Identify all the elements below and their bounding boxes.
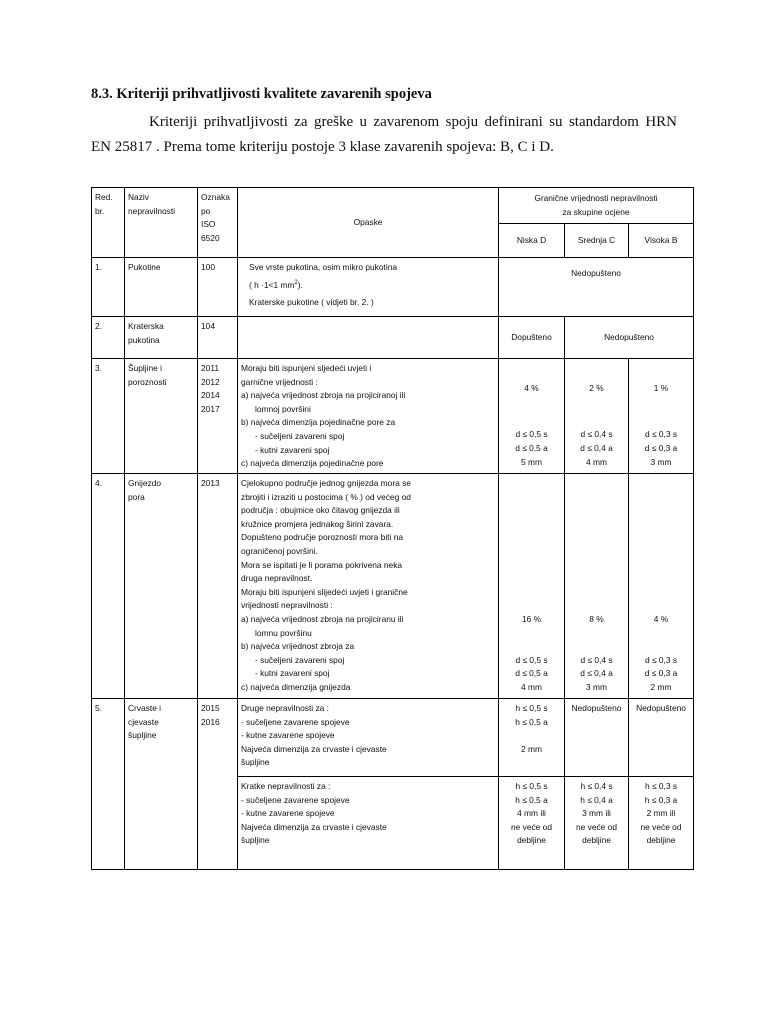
remark-line: ( h ·1<1 $mm^2$).: [249, 279, 303, 290]
limit-percent: 2 %: [589, 382, 604, 393]
header-oznaka: Oznaka po ISO 6520: [198, 188, 238, 258]
header-red-br: Red. br.: [92, 188, 125, 258]
iso-code: 2011 2012 2014 2017: [198, 359, 238, 474]
row-number: 5.: [92, 699, 125, 870]
remarks: Cjelokupno područje jednog gnijezda mora se zbrojiti i izraziti u postocima ( % ) od većeg od područja : obujmice oko čitavog gnijezda ili kružnice promjera jednakog širini zavara. Dopušteno područje poroznosti mora biti na ograničenoj površini. Mora se ispitati je li porama pokrivena neka druga nepravilnost. Moraju biti ispunjeni slijedeći uvjeti i granične vrijednosti nepravilnosti : a) najveća vrijednost zbroja na projiciranu ili lomnu površinu b) najveća vrijednost zbroja za - sučeljeni zavareni spoj - kutni zavareni spoj c) najveća dimenzija gnijezda: [238, 474, 499, 699]
header-visoka-b: Visoka B: [629, 224, 694, 258]
header-niska-d: Niska D: [499, 224, 565, 258]
intro-line-2: EN 25817 . Prema tome kriteriju postoje 3 klase zavarenih spojeva: B, C i D.: [91, 139, 554, 155]
limit-percent: 8 %: [589, 614, 604, 624]
defect-name: Pukotine: [125, 258, 198, 317]
remarks: [238, 258, 499, 317]
intro-line-1: Kriteriji prihvatljivosti za greške u zavarenom spoju definirani su standardom HRN: [149, 114, 677, 130]
limit-visoka-b: [629, 474, 694, 699]
iso-code: 104: [198, 317, 238, 359]
table-row: [92, 474, 694, 699]
table-row: [92, 258, 694, 317]
defect-name: Gnijezdo pora: [125, 474, 198, 699]
remarks: Moraju biti ispunjeni sljedeći uvjeti i garnične vrijednosti : a) najveća vrijednost zbroja na projiciranoj ili lomnoj površini b) najveća dimenzija pojedinačne pore za - sučeljeni zavareni spoj - kutni zavareni spoj c) najveća dimenzija pojedinačne pore: [238, 359, 499, 474]
defect-name: Crvaste i cjevaste šupljine: [125, 699, 198, 870]
iso-code: 100: [198, 258, 238, 317]
limit-percent: 1 %: [653, 382, 669, 393]
iso-code: 2015 2016: [198, 699, 238, 870]
row-number: 3.: [92, 359, 125, 474]
limit-values: d ≤ 0,3 s d ≤ 0,3 a 3 mm: [644, 429, 678, 467]
limit-srednja-c: Nedopušteno: [565, 699, 629, 777]
limit-niska-d: h ≤ 0,5 s h ≤ 0,5 a 4 mm ili ne veće od debljine: [499, 777, 565, 870]
limit-srednja-c: [565, 359, 629, 474]
limit-niska-d: h ≤ 0,5 s h ≤ 0,5 a 2 mm: [499, 699, 565, 777]
remark-line: Sve vrste pukotina, osim mikro pukotina: [249, 262, 398, 272]
remark-line: Kraterske pukotine ( vidjeti br. 2. ): [249, 297, 374, 308]
defect-name: Šupljine i poroznosti: [125, 359, 198, 474]
iso-code: 2013: [198, 474, 238, 699]
limit-values: d ≤ 0,4 s d ≤ 0,4 a 4 mm: [580, 429, 613, 467]
section-heading: 8.3. Kriteriji prihvatljivosti kvalitete zavarenih spojeva: [91, 86, 432, 102]
limit-niska-d: [499, 474, 565, 699]
table-row: [92, 317, 694, 359]
remarks: [238, 317, 499, 359]
header-opaske: Opaske: [238, 188, 499, 258]
acceptance-criteria-table: [91, 187, 694, 870]
table-row: [92, 359, 694, 474]
row-number: 4.: [92, 474, 125, 699]
limit-visoka-b: [629, 359, 694, 474]
table-row: [92, 699, 694, 777]
row-number: 1.: [92, 258, 125, 317]
header-granicne: Granične vrijednosti nepravilnosti za skupine ocjene: [499, 188, 694, 224]
limit-srednja-c: [565, 474, 629, 699]
intro-paragraph: [91, 110, 677, 160]
defect-name: Kraterska pukotina: [125, 317, 198, 359]
row-number: 2.: [92, 317, 125, 359]
limit-all: Nedopušteno: [499, 258, 694, 317]
limit-niska-d: Dopušteno: [499, 317, 565, 359]
limit-srednja-c: h ≤ 0,4 s h ≤ 0,4 a 3 mm ili ne veće od debljine: [565, 777, 629, 870]
limit-values: d ≤ 0,3 s d ≤ 0,3 a 2 mm: [644, 654, 678, 692]
limit-visoka-b: h ≤ 0,3 s h ≤ 0,3 a 2 mm ili ne veće od debljine: [629, 777, 694, 870]
header-srednja-c: Srednja C: [565, 224, 629, 258]
limit-percent: 16 %: [521, 614, 542, 624]
remarks: Druge nepravilnosti za : - sučeljene zavarene spojeve - kutne zavarene spojeve Najveća dimenzija za crvaste i cjevaste šupljine: [238, 699, 499, 777]
limit-percent: 4 %: [524, 382, 539, 393]
table-header-row: [92, 188, 694, 224]
limit-values: d ≤ 0,4 s d ≤ 0,4 a 3 mm: [580, 654, 613, 692]
limit-srednja-visoka: Nedopušteno: [565, 317, 694, 359]
limit-niska-d: [499, 359, 565, 474]
limit-visoka-b: Nedopušteno: [629, 699, 694, 777]
header-naziv: Naziv nepravilnosti: [125, 188, 198, 258]
limit-values: d ≤ 0,5 s d ≤ 0,5 a 4 mm: [515, 654, 548, 692]
remarks: Kratke nepravilnosti za : - sučeljene zavarene spojeve - kutne zavarene spojeve Najveća dimenzija za crvaste i cjevaste šupljine: [238, 777, 499, 870]
limit-percent: 4 %: [653, 614, 669, 624]
limit-values: d ≤ 0,5 s d ≤ 0,5 a 5 mm: [515, 429, 548, 467]
